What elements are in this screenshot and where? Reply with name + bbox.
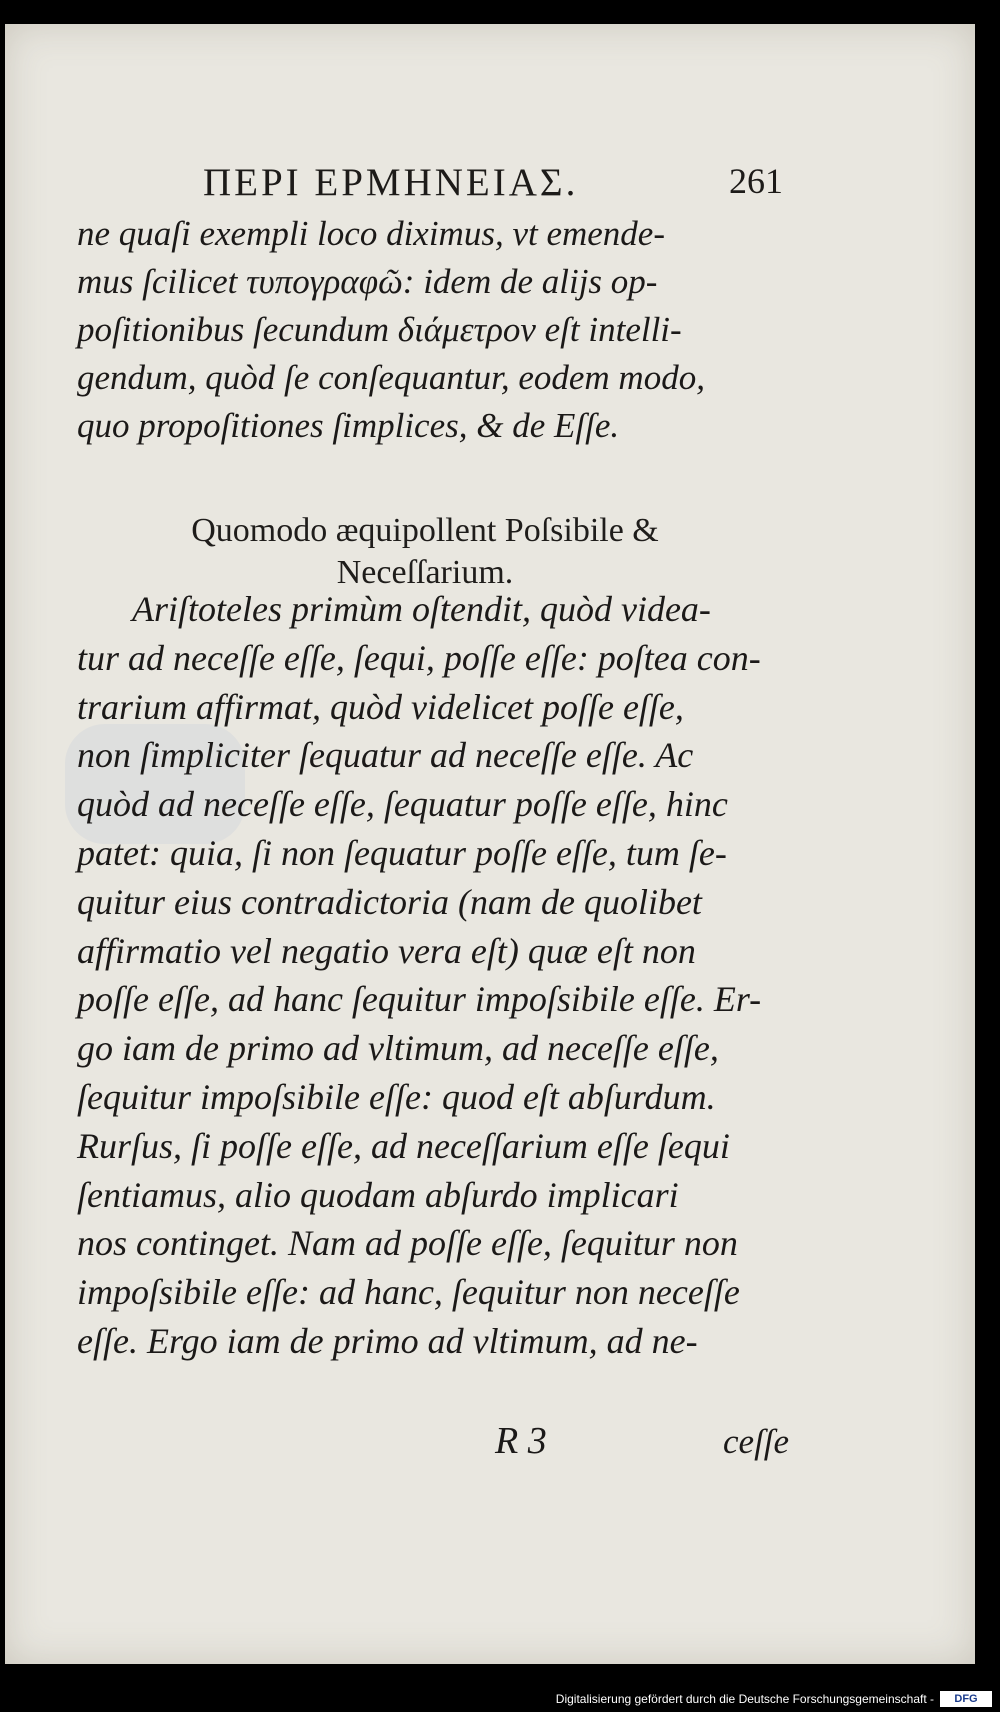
- text-line: tur ad neceſſe eſſe, ſequi, poſſe eſſe: poſtea con-: [77, 637, 761, 678]
- book-page: [5, 24, 975, 1664]
- text-line: eſſe. Ergo iam de primo ad vltimum, ad ne-: [77, 1320, 698, 1361]
- text-line: quitur eius contradictoria (nam de quolibet: [77, 881, 702, 922]
- text-line: ſequitur impoſsibile eſſe: quod eſt abſurdum.: [77, 1076, 716, 1117]
- text-line: impoſsibile eſſe: ad hanc, ſequitur non neceſſe: [77, 1272, 740, 1313]
- page-number: 261: [729, 161, 783, 201]
- text-line: poſſe eſſe, ad hanc ſequitur impoſsibile eſſe. Er-: [77, 979, 762, 1020]
- section-heading: [105, 510, 745, 594]
- catchword: ceſſe: [723, 1422, 790, 1461]
- paragraph-1: [77, 210, 783, 450]
- page-header: [203, 154, 783, 214]
- text-line: go iam de primo ad vltimum, ad neceſſe eſſe,: [77, 1028, 719, 1069]
- text-line: ne quaſi exempli loco diximus, vt emende-: [77, 214, 665, 253]
- text-line: quo propoſitiones ſimplices, & de Eſſe.: [77, 406, 620, 445]
- text-line: ſentiamus, alio quodam abſurdo implicari: [77, 1174, 679, 1215]
- heading-line-2: Neceſſarium.: [336, 554, 514, 591]
- text-line: nos continget. Nam ad poſſe eſſe, ſequitur non: [77, 1223, 738, 1264]
- text-line: patet: quia, ſi non ſequatur poſſe eſſe, tum ſe-: [77, 832, 727, 873]
- text-line: gendum, quòd ſe conſequantur, eodem modo,: [77, 358, 705, 397]
- text-line: mus ſcilicet τυπογραφῶ: idem de alijs op-: [77, 262, 658, 301]
- running-title: ΠΕΡΙ ΕΡΜΗΝΕΙΑΣ.: [203, 161, 579, 204]
- digitization-credit: Digitalisierung gefördert durch die Deutsche Forschungsgemeinschaft -: [555, 1692, 934, 1706]
- text-line: non ſimpliciter ſequatur ad neceſſe eſſe. Ac: [77, 735, 694, 776]
- dfg-logo: DFG: [940, 1691, 992, 1707]
- text-line: trarium affirmat, quòd videlicet poſſe eſſe,: [77, 686, 684, 727]
- text-line: affirmatio vel negatio vera eſt) quæ eſt non: [77, 930, 696, 971]
- text-line: Ariſtoteles primùm oſtendit, quòd videa-: [132, 589, 711, 629]
- text-line: Rurſus, ſi poſſe eſſe, ad neceſſarium eſſe ſequi: [77, 1125, 730, 1166]
- paragraph-2: [77, 585, 783, 1366]
- text-line: quòd ad neceſſe eſſe, ſequatur poſſe eſſe, hinc: [77, 784, 728, 825]
- signature-mark: R 3: [495, 1420, 547, 1462]
- heading-line-1: Quomodo æquipollent Poſsibile &: [191, 512, 659, 549]
- text-line: poſitionibus ſecundum διάμετρον eſt intelli-: [77, 310, 682, 349]
